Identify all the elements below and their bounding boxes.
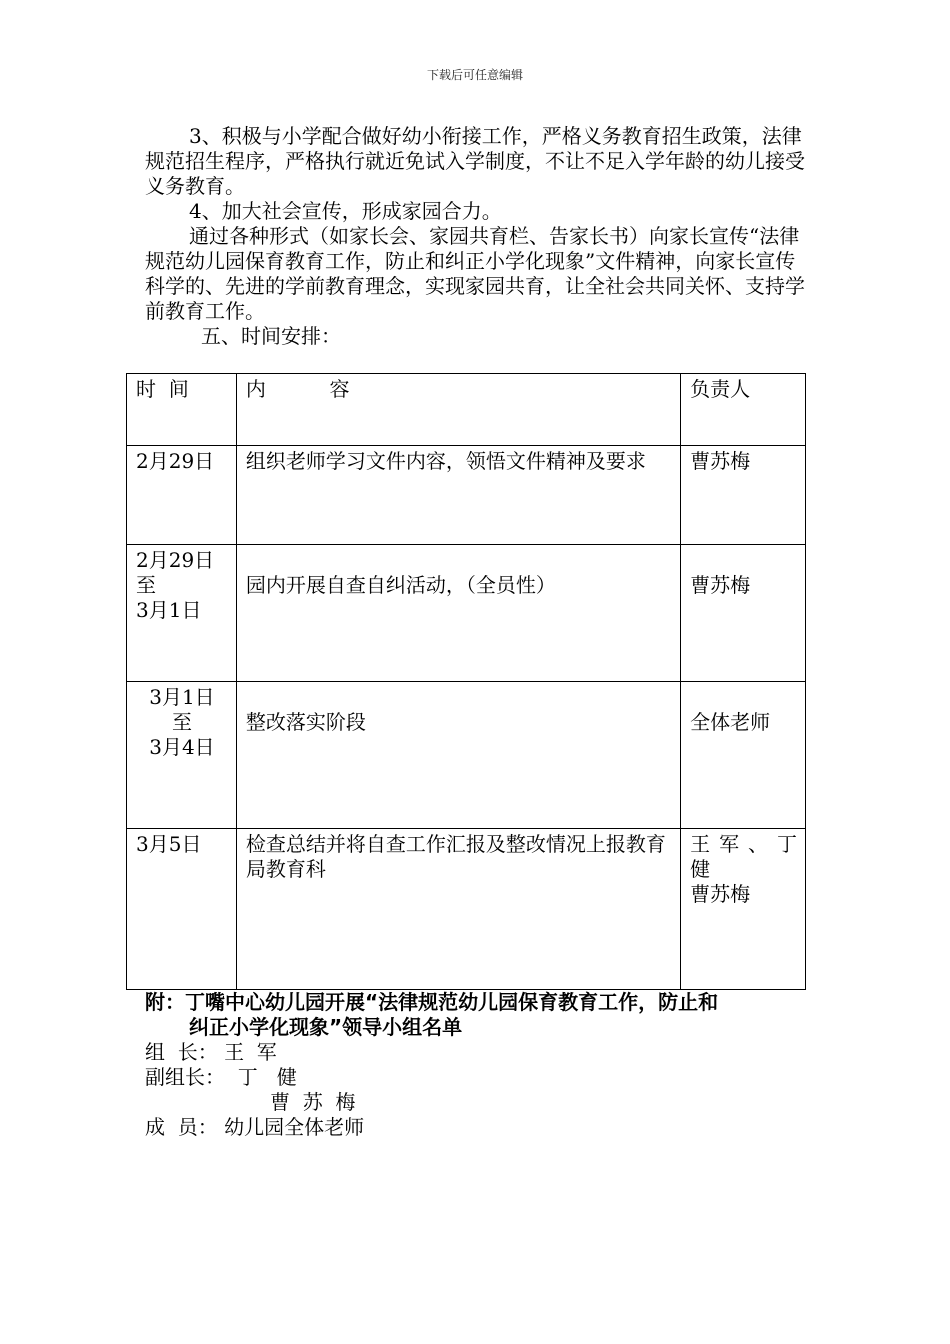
row-content: 整改落实阶段	[236, 682, 680, 829]
member-line	[145, 1115, 364, 1140]
appendix-title-line2: 纠正小学化现象”领导小组名单	[189, 1015, 463, 1039]
row-content: 园内开展自查自纠活动，（全员性）	[236, 545, 680, 682]
deputy-name-1: 丁 健	[237, 1065, 297, 1089]
member-label: 成 员：	[145, 1115, 218, 1139]
time-line: 至	[136, 573, 156, 597]
row-owner	[681, 829, 806, 990]
table-row	[127, 545, 806, 682]
row-owner	[681, 545, 806, 682]
time-line: 至	[171, 710, 192, 734]
deputy-line-2	[270, 1090, 355, 1115]
row-content: 组织老师学习文件内容，领悟文件精神及要求	[236, 446, 680, 545]
row-time	[127, 545, 237, 682]
paragraph-enrollment-policy: 3、积极与小学配合做好幼小衔接工作，严格义务教育招生政策，法律规范招生程序，严格执行就近免试入学制度，不让不足入学年龄的幼儿接受义务教育。	[145, 124, 805, 198]
table-row	[127, 682, 806, 829]
row-time	[127, 446, 237, 545]
schedule-table	[126, 373, 806, 990]
owner-line: 全体老师	[690, 710, 771, 734]
table-row	[127, 829, 806, 990]
member-name: 幼儿园全体老师	[224, 1115, 365, 1139]
owner-line: 曹苏梅	[690, 449, 751, 473]
row-time	[127, 829, 237, 990]
paragraph-social-publicity: 4、加大社会宣传，形成家园合力。	[189, 199, 502, 223]
row-time	[127, 682, 237, 829]
appendix-title	[145, 990, 815, 1040]
appendix-title-line1: 附：丁嘴中心幼儿园开展“法律规范幼儿园保育教育工作，防止和	[145, 990, 719, 1014]
download-note: 下载后可任意编辑	[426, 68, 523, 82]
time-line: 3月1日	[136, 598, 202, 622]
header-owner: 负责人	[681, 374, 806, 446]
deputy-name-2: 曹 苏 梅	[270, 1090, 356, 1114]
owner-line: 曹苏梅	[690, 573, 751, 597]
deputy-line	[145, 1065, 297, 1090]
row-owner	[681, 446, 806, 545]
time-line: 3月5日	[136, 832, 202, 856]
section-heading-schedule: 五、时间安排：	[201, 324, 341, 348]
time-line: 2月29日	[136, 449, 215, 473]
deputy-label: 副组长：	[145, 1065, 225, 1089]
time-line: 2月29日	[136, 548, 215, 572]
row-content: 检查总结并将自查工作汇报及整改情况上报教育局教育科	[236, 829, 680, 990]
header-time: 时 间	[127, 374, 237, 446]
leader-name: 王 军	[224, 1040, 277, 1064]
owner-line: 曹苏梅	[690, 882, 751, 906]
owner-line: 王 军 、 丁健	[690, 832, 797, 881]
leader-line	[145, 1040, 277, 1065]
paragraph-parent-communication: 通过各种形式（如家长会、家园共育栏、告家长书）向家长宣传“法律规范幼儿园保育教育工作，防止和纠正小学化现象”文件精神，向家长宣传科学的、先进的学前教育理念，实现家园共育，让全社会共同关怀、支持学前教育工作。	[145, 224, 805, 323]
time-line: 3月4日	[149, 735, 215, 759]
table-row	[127, 446, 806, 545]
time-line: 3月1日	[149, 685, 215, 709]
header-content: 内 容	[236, 374, 680, 446]
table-header-row	[127, 374, 806, 446]
leader-label: 组 长：	[145, 1040, 218, 1064]
row-owner	[681, 682, 806, 829]
